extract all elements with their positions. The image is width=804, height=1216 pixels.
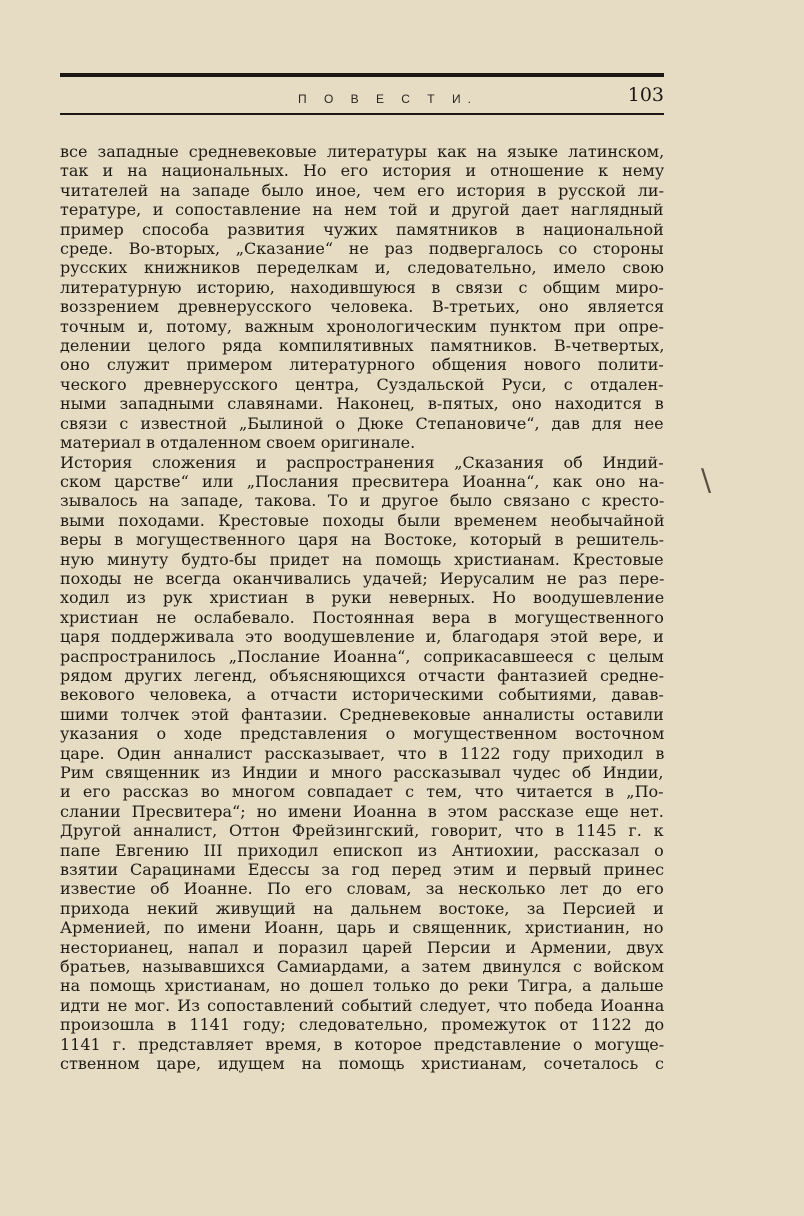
text-line: несторианец, напал и поразил царей Персии и Армении, двух (60, 937, 664, 957)
text-line: известие об Иоанне. По его словам, за несколько лет до его (60, 879, 664, 899)
text-line: ском царстве“ или „Послания пресвитера Иоанна“, как оно на- (60, 471, 665, 491)
header-rule-bottom (60, 113, 664, 115)
text-line: ходил из рук христиан в руки неверных. Но воодушевление (60, 588, 665, 608)
text-line: зывалось на западе, такова. То и другое было связано с кресто- (60, 491, 665, 511)
body-text (60, 142, 664, 1074)
text-line: царе. Один анналист рассказывает, что в 1122 году приходил в (60, 743, 665, 763)
text-line: распространилось „Послание Иоанна“, соприкасавшееся с целым (60, 646, 664, 666)
running-header (60, 82, 664, 112)
text-line: воззрением древнерусского человека. В-третьих, оно является (60, 297, 665, 317)
text-line: царя поддерживала это воодушевление и, благодаря этой вере, и (60, 627, 664, 647)
text-line: среде. Во-вторых, „Сказание“ не раз подвергалось со стороны (60, 239, 664, 259)
text-line: шими толчек этой фантазии. Средневековые анналисты оставили (60, 704, 664, 724)
text-line: идти не мог. Из сопоставлений событий следует, что победа Иоанна (60, 995, 665, 1015)
text-line: связи с известной „Былиной о Дюке Степановиче“, дав для нее (60, 413, 664, 433)
text-line: делении целого ряда компилятивных памятников. В-четвертых, (60, 336, 665, 356)
text-line: Арменией, по имени Иоанн, царь и священник, христианин, но (60, 918, 664, 938)
text-line: Рим священник из Индии и много рассказывал чудес об Индии, (60, 763, 664, 782)
text-line: ственном царе, идущем на помощь христианам, сочеталось с (60, 1054, 664, 1074)
text-line: походы не всегда оканчивались удачей; Иерусалим не раз пере- (60, 568, 665, 588)
text-line: братьев, называвшихся Самиардами, а затем двинулся с войском (60, 957, 664, 977)
text-line: и его рассказ во многом совпадает с тем, что читается в „По- (60, 782, 664, 802)
text-line: тературе, и сопоставление на нем той и другой дает наглядный (60, 200, 664, 220)
text-line: на помощь христианам, но дошел только до реки Тигра, а дальше (60, 976, 664, 996)
text-line: так и на национальных. Но его история и отношение к нему (60, 161, 665, 181)
text-line: веры в могущественного царя на Востоке, который в решитель- (60, 530, 665, 550)
text-line: читателей на западе было иное, чем его история в русской ли- (60, 180, 664, 200)
text-line: материал в отдаленном своем оригинале. (60, 433, 416, 453)
text-line: папе Евгению III приходил епископ из Антиохии, рассказал о (60, 840, 664, 860)
text-line: христиан не ослабевало. Постоянная вера в могущественного (60, 607, 664, 627)
text-line: произошла в 1141 году; следовательно, промежуток от 1122 до (60, 1015, 665, 1035)
text-line: оно служит примером литературного общения нового полити- (60, 355, 664, 375)
text-line: слании Пресвитера“; но имени Иоанна в этом рассказе еще нет. (60, 801, 664, 821)
text-line: пример способа развития чужих памятников в национальной (60, 219, 664, 239)
text-line: указания о ходе представления о могущественном восточном (60, 724, 665, 744)
header-rule-top (60, 73, 664, 77)
text-line: все западные средневековые литературы как на языке латинском, (60, 142, 665, 161)
text-line: прихода некий живущий на дальнем востоке, за Персией и (60, 898, 664, 918)
text-line: ную минуту будто-бы придет на помощь христианам. Крестовые (60, 549, 664, 569)
text-line: выми походами. Крестовые походы были временем необычайной (60, 510, 665, 530)
text-line: Другой анналист, Оттон Фрейзингский, говорит, что в 1145 г. к (60, 821, 664, 841)
text-line: ными западными славянами. Наконец, в-пятых, оно находится в (60, 394, 664, 414)
text-line: русских книжников переделкам и, следовательно, имело свою (60, 258, 664, 278)
running-title: П О В Е С Т И. (298, 92, 478, 106)
text-line: литературную историю, находившуюся в связи с общим миро- (60, 277, 664, 297)
text-line: рядом других легенд, объясняющихся отчасти фантазией средне- (60, 665, 665, 685)
page-number: 103 (627, 84, 664, 106)
text-line: векового человека, а отчасти историческими событиями, давав- (60, 685, 664, 705)
text-line: взятии Сарацинами Едессы за год перед этим и первый принес (60, 860, 665, 880)
text-line: ческого древнерусского центра, Суздальской Руси, с отдален- (60, 374, 664, 394)
text-line: История сложения и распространения „Сказания об Индий- (60, 452, 664, 472)
text-line: 1141 г. представляет время, в которое представление о могуще- (60, 1034, 665, 1054)
text-line: точным и, потому, важным хронологическим пунктом при опре- (60, 316, 664, 336)
margin-pencil-mark: \ (701, 463, 712, 498)
